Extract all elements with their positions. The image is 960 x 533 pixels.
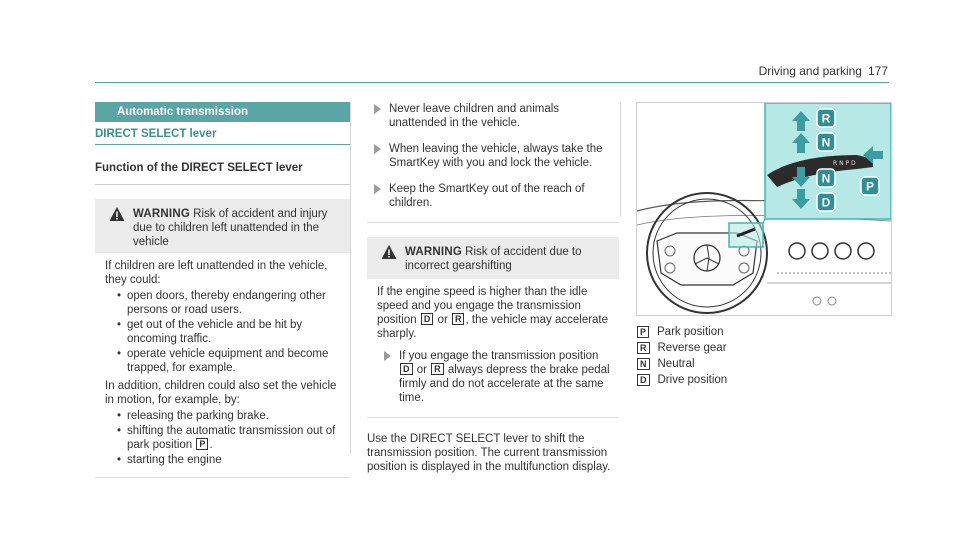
- warning-intro: If children are left unattended in the vehicle, they could:: [105, 260, 328, 286]
- step-text-b: always depress the brake pedal firmly and do not accelerate at the same time.: [399, 364, 610, 404]
- legend-key: D: [637, 374, 650, 386]
- divider: [367, 417, 619, 418]
- warning-box: [95, 199, 350, 253]
- section-title: Automatic transmission: [95, 102, 350, 122]
- header-section: Driving and parking: [758, 64, 862, 78]
- warning-icon: [381, 244, 397, 260]
- legend-key: P: [637, 326, 649, 338]
- park-key-symbol: P: [196, 438, 208, 450]
- legend-item: [636, 325, 886, 339]
- column-1: [95, 102, 350, 478]
- warning-title: [105, 207, 340, 249]
- step-text: Never leave children and animals unattended in the vehicle.: [389, 103, 560, 129]
- gear-label-text: N: [821, 171, 831, 186]
- warning-word: WARNING: [133, 208, 190, 220]
- page-number: 177: [867, 64, 888, 78]
- gear-label-text: D: [821, 195, 831, 210]
- direction-arrow-icon: [792, 167, 810, 187]
- list-item: [119, 424, 344, 452]
- warning-title-text: Risk of accident due to incorrect gearshifting: [405, 246, 582, 272]
- gear-label-text: N: [821, 135, 831, 150]
- or-text: or: [437, 314, 448, 326]
- reverse-key-symbol: R: [452, 313, 465, 325]
- figure-legend: [636, 325, 886, 389]
- step-arrow-icon: [374, 144, 381, 154]
- drive-key-symbol: D: [421, 313, 434, 325]
- column-2: [367, 102, 619, 474]
- gear-labels-layer: [637, 103, 891, 315]
- warning-text-a: If the engine speed is higher than the idle speed and you engage the transmission position: [377, 286, 588, 326]
- direction-arrow-icon: [863, 146, 883, 164]
- legend-text: Drive position: [657, 374, 728, 386]
- list-item: • open doors, thereby endangering other persons or road users.: [119, 289, 344, 317]
- step-text: Keep the SmartKey out of the reach of children.: [389, 183, 585, 209]
- list-item: • get out of the vehicle and be hit by oncoming traffic.: [119, 318, 344, 346]
- function-heading: Function of the DIRECT SELECT lever: [95, 161, 350, 185]
- list-item-text: shifting the automatic transmission out of park position: [127, 425, 336, 451]
- step-text: When leaving the vehicle, always take the SmartKey with you and lock the vehicle.: [389, 143, 603, 169]
- warning-list-1: [105, 289, 344, 375]
- header-rule: [95, 82, 889, 83]
- svg-text:R N P D: R N P D: [833, 160, 856, 167]
- step-arrow-icon: [384, 351, 391, 361]
- cockpit-illustration: [636, 102, 892, 316]
- direction-arrow-icon: [792, 111, 810, 131]
- legend-item: [636, 357, 886, 371]
- list-item-suffix: .: [209, 439, 213, 451]
- instruction-step: [377, 349, 613, 405]
- list-item: • releasing the parking brake.: [119, 409, 344, 423]
- legend-item: [636, 373, 886, 387]
- legend-key: N: [637, 358, 650, 370]
- step-arrow-icon: [374, 184, 381, 194]
- warning-content: [95, 253, 350, 478]
- legend-text: Park position: [657, 326, 724, 338]
- column-divider: [350, 102, 351, 454]
- gear-label-text: R: [821, 111, 831, 126]
- warning-icon: [109, 206, 125, 222]
- list-item: • starting the engine: [119, 453, 344, 467]
- list-item: • operate vehicle equipment and become trapped, for example.: [119, 347, 344, 375]
- instruction-step: [367, 182, 619, 210]
- drive-key-symbol: D: [400, 363, 413, 375]
- warning-content-2: [367, 279, 619, 405]
- or-text: or: [416, 364, 427, 376]
- sub-heading: DIRECT SELECT lever: [95, 122, 350, 145]
- running-header: [759, 64, 888, 78]
- warning-list-2: [105, 409, 344, 467]
- divider: [367, 222, 619, 223]
- direction-arrow-icon: [792, 133, 810, 153]
- body-paragraph: Use the DIRECT SELECT lever to shift the transmission position. The current transmission position is displayed in the multifunction display.: [367, 433, 611, 473]
- warning-word: WARNING: [405, 246, 462, 258]
- legend-text: Reverse gear: [657, 342, 727, 354]
- warning-title: [377, 245, 609, 273]
- legend-text: Neutral: [657, 358, 695, 370]
- gear-label-text: P: [865, 179, 875, 194]
- column-divider: [620, 102, 621, 217]
- instruction-step: [367, 102, 619, 130]
- instruction-step: [367, 142, 619, 170]
- warning-text-b: , the vehicle may accelerate sharply.: [377, 314, 609, 340]
- direction-arrow-icon: [792, 189, 810, 209]
- step-arrow-icon: [374, 104, 381, 114]
- warning-box-2: [367, 237, 619, 279]
- legend-item: [636, 341, 886, 355]
- warning-paragraph: [377, 285, 613, 341]
- legend-key: R: [637, 342, 650, 354]
- warning-title-text: Risk of accident and injury due to children left unattended in the vehicle: [133, 208, 328, 248]
- reverse-key-symbol: R: [431, 363, 444, 375]
- step-text-a: If you engage the transmission position: [399, 350, 599, 362]
- warning-addition: In addition, children could also set the vehicle in motion, for example, by:: [105, 380, 337, 406]
